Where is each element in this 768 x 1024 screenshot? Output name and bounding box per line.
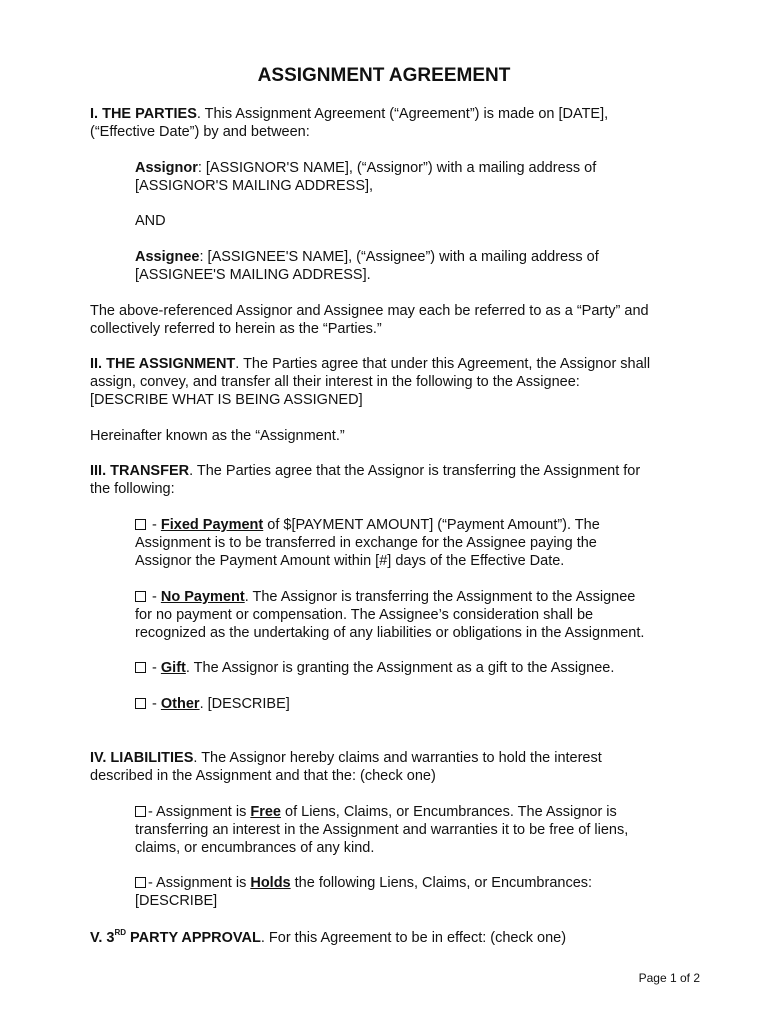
gift-label: Gift bbox=[160, 660, 186, 676]
other-line-1: . [DESCRIBE] bbox=[199, 696, 290, 712]
holds-line-2: [DESCRIBE] bbox=[135, 893, 218, 909]
holds-checkbox[interactable] bbox=[135, 877, 146, 888]
third-party-heading-b: PARTY APPROVAL bbox=[126, 930, 261, 946]
free-checkbox[interactable] bbox=[135, 806, 146, 817]
liabilities-paragraph bbox=[90, 749, 690, 785]
free-line-1: of Liens, Claims, or Encumbrances. The Assignor is bbox=[280, 804, 617, 820]
gift-line-1: . The Assignor is granting the Assignment as a gift to the Assignee. bbox=[185, 660, 615, 676]
third-party-line-1: . For this Agreement to be in effect: (check one) bbox=[260, 930, 567, 946]
assignee-line-1: : [ASSIGNEE'S NAME], (“Assignee”) with a mailing address of bbox=[199, 249, 599, 265]
and-text: AND bbox=[135, 213, 166, 229]
option-dash: - bbox=[148, 589, 161, 605]
parties-heading: I. THE PARTIES bbox=[90, 106, 197, 122]
no-payment-checkbox[interactable] bbox=[135, 591, 146, 602]
other-option bbox=[135, 695, 695, 713]
assignor-label: Assignor bbox=[135, 160, 198, 176]
nopay-line-1: . The Assignor is transferring the Assignment to the Assignee bbox=[244, 589, 636, 605]
other-checkbox[interactable] bbox=[135, 698, 146, 709]
assignment-line-3: [DESCRIBE WHAT IS BEING ASSIGNED] bbox=[90, 392, 363, 408]
transfer-line-2: the following: bbox=[90, 481, 175, 497]
holds-option bbox=[135, 874, 695, 910]
assignee-paragraph bbox=[135, 248, 695, 284]
hereinafter-text: Hereinafter known as the “Assignment.” bbox=[90, 428, 345, 444]
option-dash: - bbox=[148, 696, 161, 712]
fixed-payment-option bbox=[135, 516, 695, 570]
holds-prefix: - Assignment is bbox=[148, 875, 251, 891]
liabilities-heading: IV. LIABILITIES bbox=[90, 750, 194, 766]
fixed-line-1: of $[PAYMENT AMOUNT] (“Payment Amount”). The bbox=[263, 517, 600, 533]
other-label: Other bbox=[160, 696, 200, 712]
parties-line-2: (“Effective Date”) by and between: bbox=[90, 124, 310, 140]
nopay-line-2: for no payment or compensation. The Assignee’s consideration shall be bbox=[135, 607, 594, 623]
no-payment-option bbox=[135, 588, 695, 642]
document-title: ASSIGNMENT AGREEMENT bbox=[257, 65, 511, 86]
transfer-heading: III. TRANSFER bbox=[90, 463, 190, 479]
holds-line-1: the following Liens, Claims, or Encumbrances: bbox=[290, 875, 593, 891]
free-option bbox=[135, 803, 695, 857]
option-dash: - bbox=[148, 660, 161, 676]
page-number: Page 1 of 2 bbox=[638, 971, 700, 985]
free-label: Free bbox=[250, 804, 281, 820]
option-dash: - bbox=[148, 517, 161, 533]
assignment-heading: II. THE ASSIGNMENT bbox=[90, 356, 236, 372]
reference-line-1: The above-referenced Assignor and Assignee may each be referred to as a “Party” and bbox=[90, 303, 649, 319]
no-payment-label: No Payment bbox=[160, 589, 245, 605]
third-party-heading-sup: RD bbox=[114, 928, 127, 937]
transfer-paragraph bbox=[90, 462, 690, 498]
third-party-heading-a: V. 3 bbox=[90, 930, 115, 946]
assignee-line-2: [ASSIGNEE'S MAILING ADDRESS]. bbox=[135, 267, 371, 283]
nopay-line-3: recognized as the undertaking of any liabilities or obligations in the Assignment. bbox=[135, 625, 645, 641]
gift-checkbox[interactable] bbox=[135, 662, 146, 673]
fixed-payment-checkbox[interactable] bbox=[135, 519, 146, 530]
parties-line-1: . This Assignment Agreement (“Agreement”) is made on [DATE], bbox=[196, 106, 609, 122]
assignment-paragraph bbox=[90, 355, 690, 409]
free-prefix: - Assignment is bbox=[148, 804, 251, 820]
liabilities-line-1: . The Assignor hereby claims and warranties to hold the interest bbox=[193, 750, 602, 766]
third-party-heading bbox=[90, 930, 261, 946]
parties-reference-paragraph bbox=[90, 302, 690, 338]
assignor-line-2: [ASSIGNOR'S MAILING ADDRESS], bbox=[135, 178, 374, 194]
fixed-line-3: Assignor the Payment Amount within [#] days of the Effective Date. bbox=[135, 553, 565, 569]
assignor-paragraph bbox=[135, 159, 695, 195]
liabilities-line-2: described in the Assignment and that the: (check one) bbox=[90, 768, 436, 784]
reference-line-2: collectively referred to herein as the “Parties.” bbox=[90, 321, 382, 337]
free-line-2: transferring an interest in the Assignment and warranties it to be free of liens, bbox=[135, 822, 629, 838]
assignment-line-2: assign, convey, and transfer all their interest in the following to the Assignee: bbox=[90, 374, 580, 390]
fixed-payment-label: Fixed Payment bbox=[160, 517, 264, 533]
assignor-line-1: : [ASSIGNOR'S NAME], (“Assignor”) with a mailing address of bbox=[197, 160, 597, 176]
transfer-line-1: . The Parties agree that the Assignor is transferring the Assignment for bbox=[189, 463, 641, 479]
fixed-line-2: Assignment is to be transferred in exchange for the Assignee paying the bbox=[135, 535, 597, 551]
assignee-label: Assignee bbox=[135, 249, 200, 265]
holds-label: Holds bbox=[250, 875, 291, 891]
gift-option bbox=[135, 659, 695, 677]
third-party-approval-paragraph bbox=[90, 929, 690, 947]
assignment-line-1: . The Parties agree that under this Agreement, the Assignor shall bbox=[235, 356, 651, 372]
free-line-3: claims, or encumbrances of any kind. bbox=[135, 840, 375, 856]
parties-paragraph bbox=[90, 105, 690, 141]
